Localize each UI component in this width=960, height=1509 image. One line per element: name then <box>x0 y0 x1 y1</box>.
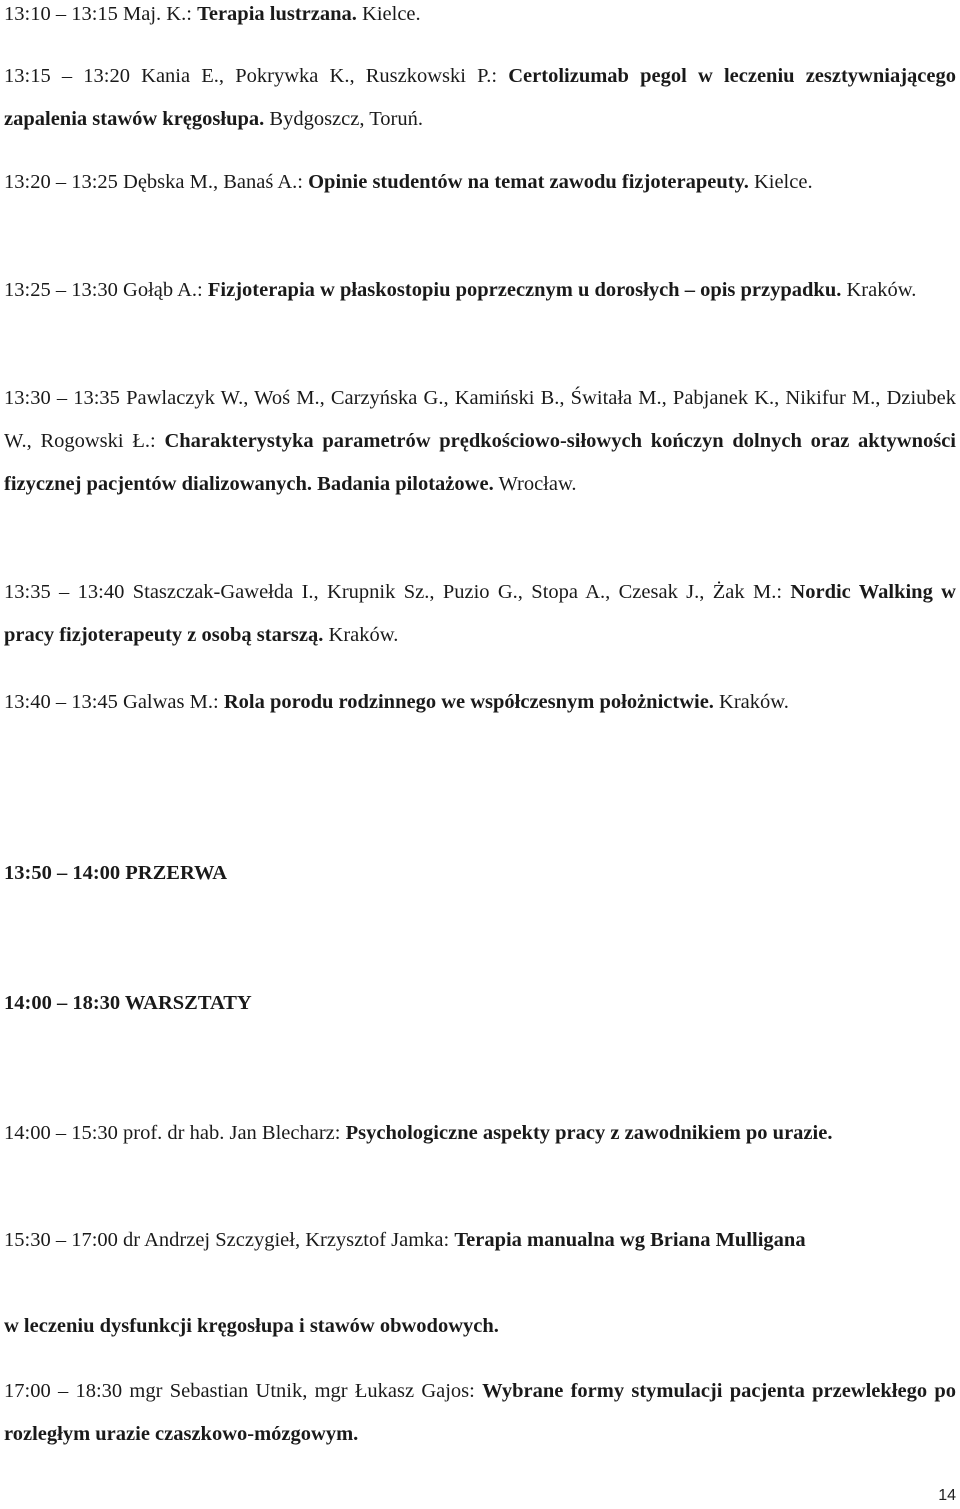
workshop-entry <box>4 1219 956 1262</box>
entry-city: Kielce. <box>748 171 813 193</box>
schedule-entry <box>4 681 956 724</box>
schedule-entry <box>4 269 956 312</box>
entry-title: Nordic Walking w pracy fizjoterapeuty z osobą starszą. <box>4 581 956 646</box>
workshop-authors: mgr Sebastian Utnik, mgr Łukasz Gajos: <box>129 1380 483 1402</box>
entry-authors: Staszczak-Gawełda I., Krupnik Sz., Puzio G., Stopa A., Czesak J., Żak M.: <box>132 581 791 603</box>
workshop-time: 17:00 – 18:30 <box>4 1380 123 1402</box>
entry-title: Terapia lustrzana. <box>197 3 357 25</box>
entry-city: Kraków. <box>713 691 789 713</box>
workshop-title: Psychologiczne aspekty pracy z zawodnikiem po urazie. <box>345 1122 833 1144</box>
workshop-time: 15:30 – 17:00 <box>4 1229 118 1251</box>
workshop-title-line2: w leczeniu dysfunkcji kręgosłupa i stawów obwodowych. <box>4 1315 499 1337</box>
entry-time: 13:35 – 13:40 <box>4 581 125 603</box>
entry-time: 13:15 – 13:20 <box>4 65 130 87</box>
entry-time: 13:25 – 13:30 <box>4 279 118 301</box>
schedule-entry <box>4 161 956 204</box>
entry-authors: Gołąb A.: <box>123 279 208 301</box>
entry-city: Kielce. <box>356 3 421 25</box>
entry-time: 13:40 – 13:45 <box>4 691 118 713</box>
entry-title: Rola porodu rodzinnego we współczesnym położnictwie. <box>223 691 714 713</box>
break-heading: 13:50 – 14:00 PRZERWA <box>4 862 228 884</box>
workshop-entry <box>4 1112 956 1155</box>
schedule-entry <box>4 0 956 36</box>
entry-title: Charakterystyka parametrów prędkościowo-siłowych kończyn dolnych oraz aktywności fizycznej pacjentów dializowanych. Badania pilotażowe. <box>4 430 956 495</box>
workshops-heading: 14:00 – 18:30 WARSZTATY <box>4 992 252 1014</box>
schedule-entry <box>4 571 956 657</box>
entry-city: Wrocław. <box>493 473 577 495</box>
entry-city: Kraków. <box>841 279 917 301</box>
entry-city: Bydgoszcz, Toruń. <box>264 108 424 130</box>
page-number: 14 <box>938 1487 956 1504</box>
workshop-title: Terapia manualna wg Briana Mulligana <box>454 1229 806 1251</box>
entry-title: Certolizumab pegol w leczeniu zesztywniającego zapalenia stawów kręgosłupa. <box>4 65 956 130</box>
workshop-title-continued <box>4 1305 956 1348</box>
entry-title: Opinie studentów na temat zawodu fizjoterapeuty. <box>308 171 749 193</box>
workshop-title: Wybrane formy stymulacji pacjenta przewlekłego po rozległym urazie czaszkowo-mózgowym. <box>4 1380 956 1445</box>
entry-title: Fizjoterapia w płaskostopiu poprzecznym u dorosłych – opis przypadku. <box>207 279 842 301</box>
schedule-entry <box>4 55 956 141</box>
entry-time: 13:10 – 13:15 <box>4 3 118 25</box>
workshop-authors: prof. dr hab. Jan Blecharz: <box>123 1122 346 1144</box>
entry-time: 13:30 – 13:35 <box>4 387 120 409</box>
entry-authors: Galwas M.: <box>123 691 224 713</box>
entry-authors: Maj. K.: <box>123 3 198 25</box>
entry-city: Kraków. <box>323 624 399 646</box>
entry-time: 13:20 – 13:25 <box>4 171 118 193</box>
workshop-authors: dr Andrzej Szczygieł, Krzysztof Jamka: <box>123 1229 455 1251</box>
workshop-entry <box>4 1370 956 1456</box>
entry-authors: Pawlaczyk W., Woś M., Carzyńska G., Kamiński B., Świtała M., Pabjanek K., Nikifur M., Dziubek W., Rogowski Ł.: <box>4 387 956 452</box>
workshop-time: 14:00 – 15:30 <box>4 1122 118 1144</box>
schedule-entry <box>4 377 956 506</box>
entry-authors: Dębska M., Banaś A.: <box>123 171 309 193</box>
entry-authors: Kania E., Pokrywka K., Ruszkowski P.: <box>141 65 509 87</box>
